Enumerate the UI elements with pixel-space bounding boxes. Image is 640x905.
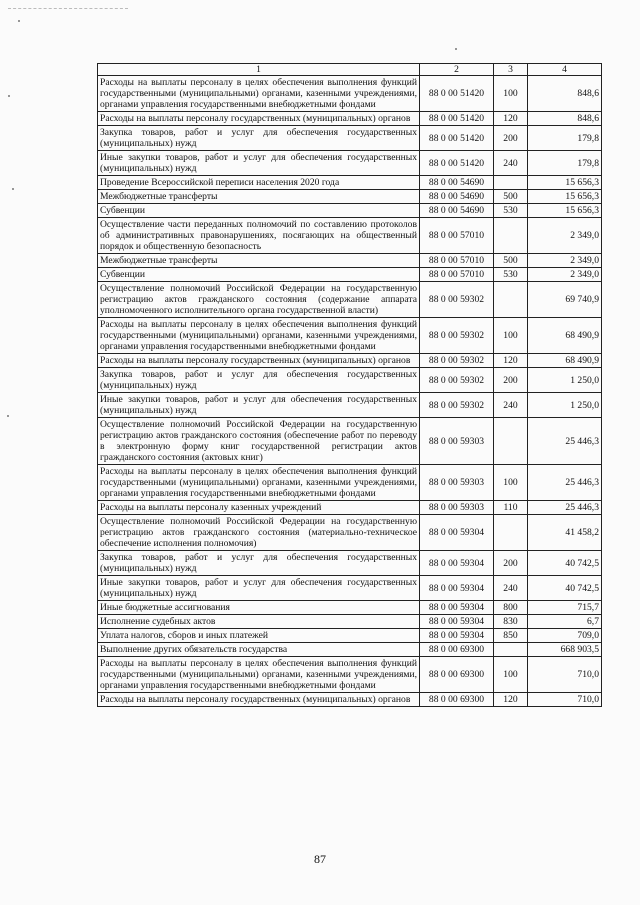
row-code-cell: 88 0 00 59302	[420, 354, 494, 368]
table-row	[98, 354, 602, 368]
table-row	[98, 218, 602, 254]
row-sum-cell: 668 903,5	[528, 643, 602, 657]
row-type-cell: 530	[494, 204, 528, 218]
row-name-cell: Иные закупки товаров, работ и услуг для обеспечения государственных (муниципальных) нужд	[98, 151, 420, 176]
row-type-cell	[494, 218, 528, 254]
row-sum-cell: 710,0	[528, 657, 602, 693]
row-name-cell: Расходы на выплаты персоналу в целях обеспечения выполнения функций государственными (муниципальными) органами, казенными учреждениями, органами управления государственными внебюджетными фондами	[98, 465, 420, 501]
row-sum-cell: 1 250,0	[528, 393, 602, 418]
table-row	[98, 76, 602, 112]
row-type-cell: 120	[494, 693, 528, 707]
row-sum-cell: 848,6	[528, 76, 602, 112]
row-code-cell: 88 0 00 57010	[420, 254, 494, 268]
row-name-cell: Межбюджетные трансферты	[98, 190, 420, 204]
row-name-cell: Расходы на выплаты персоналу государственных (муниципальных) органов	[98, 112, 420, 126]
row-type-cell	[494, 643, 528, 657]
row-name-cell: Иные закупки товаров, работ и услуг для обеспечения государственных (муниципальных) нужд	[98, 393, 420, 418]
row-name-cell: Проведение Всероссийской переписи населения 2020 года	[98, 176, 420, 190]
row-code-cell: 88 0 00 59304	[420, 551, 494, 576]
row-name-cell: Субвенции	[98, 268, 420, 282]
row-code-cell: 88 0 00 57010	[420, 268, 494, 282]
row-type-cell: 240	[494, 576, 528, 601]
row-sum-cell: 848,6	[528, 112, 602, 126]
row-type-cell: 500	[494, 254, 528, 268]
table-row	[98, 151, 602, 176]
row-type-cell: 100	[494, 318, 528, 354]
row-code-cell: 88 0 00 59302	[420, 368, 494, 393]
row-type-cell: 830	[494, 615, 528, 629]
row-code-cell: 88 0 00 59302	[420, 393, 494, 418]
row-sum-cell: 710,0	[528, 693, 602, 707]
table-header-row	[98, 64, 602, 76]
row-code-cell: 88 0 00 59304	[420, 576, 494, 601]
row-code-cell: 88 0 00 59303	[420, 465, 494, 501]
row-code-cell: 88 0 00 69300	[420, 693, 494, 707]
row-type-cell: 500	[494, 190, 528, 204]
row-name-cell: Расходы на выплаты персоналу казенных учреждений	[98, 501, 420, 515]
table-row	[98, 576, 602, 601]
row-sum-cell: 25 446,3	[528, 418, 602, 465]
row-name-cell: Закупка товаров, работ и услуг для обеспечения государственных (муниципальных) нужд	[98, 126, 420, 151]
row-name-cell: Межбюджетные трансферты	[98, 254, 420, 268]
row-name-cell: Расходы на выплаты персоналу в целях обеспечения выполнения функций государственными (муниципальными) органами, казенными учреждениями, органами управления государственными внебюджетными фондами	[98, 76, 420, 112]
row-name-cell: Расходы на выплаты персоналу государственных (муниципальных) органов	[98, 693, 420, 707]
table-row	[98, 515, 602, 551]
row-code-cell: 88 0 00 59304	[420, 515, 494, 551]
table-row	[98, 501, 602, 515]
header-col-2: 2	[420, 64, 494, 76]
row-type-cell: 100	[494, 657, 528, 693]
row-code-cell: 88 0 00 69300	[420, 643, 494, 657]
scan-speck	[7, 415, 9, 417]
row-name-cell: Исполнение судебных актов	[98, 615, 420, 629]
row-code-cell: 88 0 00 59302	[420, 282, 494, 318]
scan-speck	[8, 95, 10, 97]
row-sum-cell: 2 349,0	[528, 268, 602, 282]
table-row	[98, 693, 602, 707]
table-row	[98, 254, 602, 268]
row-name-cell: Осуществление части переданных полномочий по составлению протоколов об административных правонарушениях, посягающих на общественный порядок и общественную безопасность	[98, 218, 420, 254]
row-name-cell: Осуществление полномочий Российской Федерации на государственную регистрацию актов гражданского состояния (обеспечение работ по переводу в электронную форму книг государственной регистрации актов гражданского состояния (актовых книг)	[98, 418, 420, 465]
row-type-cell	[494, 282, 528, 318]
table-row	[98, 112, 602, 126]
row-sum-cell: 68 490,9	[528, 318, 602, 354]
row-code-cell: 88 0 00 54690	[420, 204, 494, 218]
row-code-cell: 88 0 00 59302	[420, 318, 494, 354]
row-name-cell: Закупка товаров, работ и услуг для обеспечения государственных (муниципальных) нужд	[98, 551, 420, 576]
table-row	[98, 176, 602, 190]
row-sum-cell: 6,7	[528, 615, 602, 629]
row-code-cell: 88 0 00 54690	[420, 190, 494, 204]
row-type-cell	[494, 418, 528, 465]
row-name-cell: Расходы на выплаты персоналу в целях обеспечения выполнения функций государственными (муниципальными) органами, казенными учреждениями, органами управления государственными внебюджетными фондами	[98, 318, 420, 354]
row-code-cell: 88 0 00 51420	[420, 126, 494, 151]
row-sum-cell: 25 446,3	[528, 501, 602, 515]
row-type-cell: 120	[494, 112, 528, 126]
budget-table	[97, 63, 602, 707]
table-row	[98, 601, 602, 615]
row-sum-cell: 2 349,0	[528, 218, 602, 254]
row-sum-cell: 2 349,0	[528, 254, 602, 268]
row-type-cell	[494, 176, 528, 190]
table-row	[98, 643, 602, 657]
scan-speck	[18, 20, 20, 22]
row-code-cell: 88 0 00 51420	[420, 151, 494, 176]
row-name-cell: Уплата налогов, сборов и иных платежей	[98, 629, 420, 643]
row-type-cell: 800	[494, 601, 528, 615]
row-sum-cell: 15 656,3	[528, 176, 602, 190]
header-col-4: 4	[528, 64, 602, 76]
row-name-cell: Выполнение других обязательств государства	[98, 643, 420, 657]
table-row	[98, 126, 602, 151]
row-type-cell	[494, 515, 528, 551]
row-code-cell: 88 0 00 59304	[420, 615, 494, 629]
row-type-cell: 240	[494, 151, 528, 176]
scan-speck	[12, 188, 14, 190]
row-type-cell: 110	[494, 501, 528, 515]
row-type-cell: 850	[494, 629, 528, 643]
row-code-cell: 88 0 00 59304	[420, 601, 494, 615]
scan-artifact-line	[8, 8, 128, 9]
row-name-cell: Иные бюджетные ассигнования	[98, 601, 420, 615]
table-row	[98, 657, 602, 693]
table-row	[98, 629, 602, 643]
row-name-cell: Расходы на выплаты персоналу государственных (муниципальных) органов	[98, 354, 420, 368]
row-code-cell: 88 0 00 59303	[420, 501, 494, 515]
row-type-cell: 200	[494, 126, 528, 151]
row-type-cell: 100	[494, 465, 528, 501]
row-name-cell: Расходы на выплаты персоналу в целях обеспечения выполнения функций государственными (муниципальными) органами, казенными учреждениями, органами управления государственными внебюджетными фондами	[98, 657, 420, 693]
row-type-cell: 200	[494, 551, 528, 576]
row-code-cell: 88 0 00 51420	[420, 112, 494, 126]
table-row	[98, 190, 602, 204]
row-sum-cell: 41 458,2	[528, 515, 602, 551]
row-sum-cell: 715,7	[528, 601, 602, 615]
row-sum-cell: 15 656,3	[528, 190, 602, 204]
table-row	[98, 282, 602, 318]
row-code-cell: 88 0 00 59303	[420, 418, 494, 465]
table-row	[98, 268, 602, 282]
row-code-cell: 88 0 00 51420	[420, 76, 494, 112]
table-row	[98, 418, 602, 465]
row-sum-cell: 68 490,9	[528, 354, 602, 368]
row-code-cell: 88 0 00 54690	[420, 176, 494, 190]
row-type-cell: 120	[494, 354, 528, 368]
page-number: 87	[314, 852, 326, 866]
row-type-cell: 200	[494, 368, 528, 393]
table-row	[98, 368, 602, 393]
table-row	[98, 393, 602, 418]
table-row	[98, 551, 602, 576]
row-name-cell: Осуществление полномочий Российской Федерации на государственную регистрацию актов гражданского состояния (материально-техническое обеспечение исполнения полномочия)	[98, 515, 420, 551]
row-type-cell: 240	[494, 393, 528, 418]
row-code-cell: 88 0 00 59304	[420, 629, 494, 643]
row-name-cell: Иные закупки товаров, работ и услуг для обеспечения государственных (муниципальных) нужд	[98, 576, 420, 601]
header-col-1: 1	[98, 64, 420, 76]
table-row	[98, 615, 602, 629]
scan-speck	[455, 48, 457, 50]
row-name-cell: Закупка товаров, работ и услуг для обеспечения государственных (муниципальных) нужд	[98, 368, 420, 393]
row-sum-cell: 1 250,0	[528, 368, 602, 393]
row-sum-cell: 25 446,3	[528, 465, 602, 501]
row-sum-cell: 69 740,9	[528, 282, 602, 318]
table-row	[98, 204, 602, 218]
row-type-cell: 100	[494, 76, 528, 112]
row-code-cell: 88 0 00 57010	[420, 218, 494, 254]
header-col-3: 3	[494, 64, 528, 76]
row-sum-cell: 179,8	[528, 126, 602, 151]
row-sum-cell: 709,0	[528, 629, 602, 643]
row-name-cell: Осуществление полномочий Российской Федерации на государственную регистрацию актов гражданского состояния (содержание аппарата уполномоченного исполнительного органа государственной власти)	[98, 282, 420, 318]
table-row	[98, 465, 602, 501]
row-sum-cell: 179,8	[528, 151, 602, 176]
table-row	[98, 318, 602, 354]
row-type-cell: 530	[494, 268, 528, 282]
row-sum-cell: 40 742,5	[528, 576, 602, 601]
row-sum-cell: 40 742,5	[528, 551, 602, 576]
row-sum-cell: 15 656,3	[528, 204, 602, 218]
row-code-cell: 88 0 00 69300	[420, 657, 494, 693]
row-name-cell: Субвенции	[98, 204, 420, 218]
